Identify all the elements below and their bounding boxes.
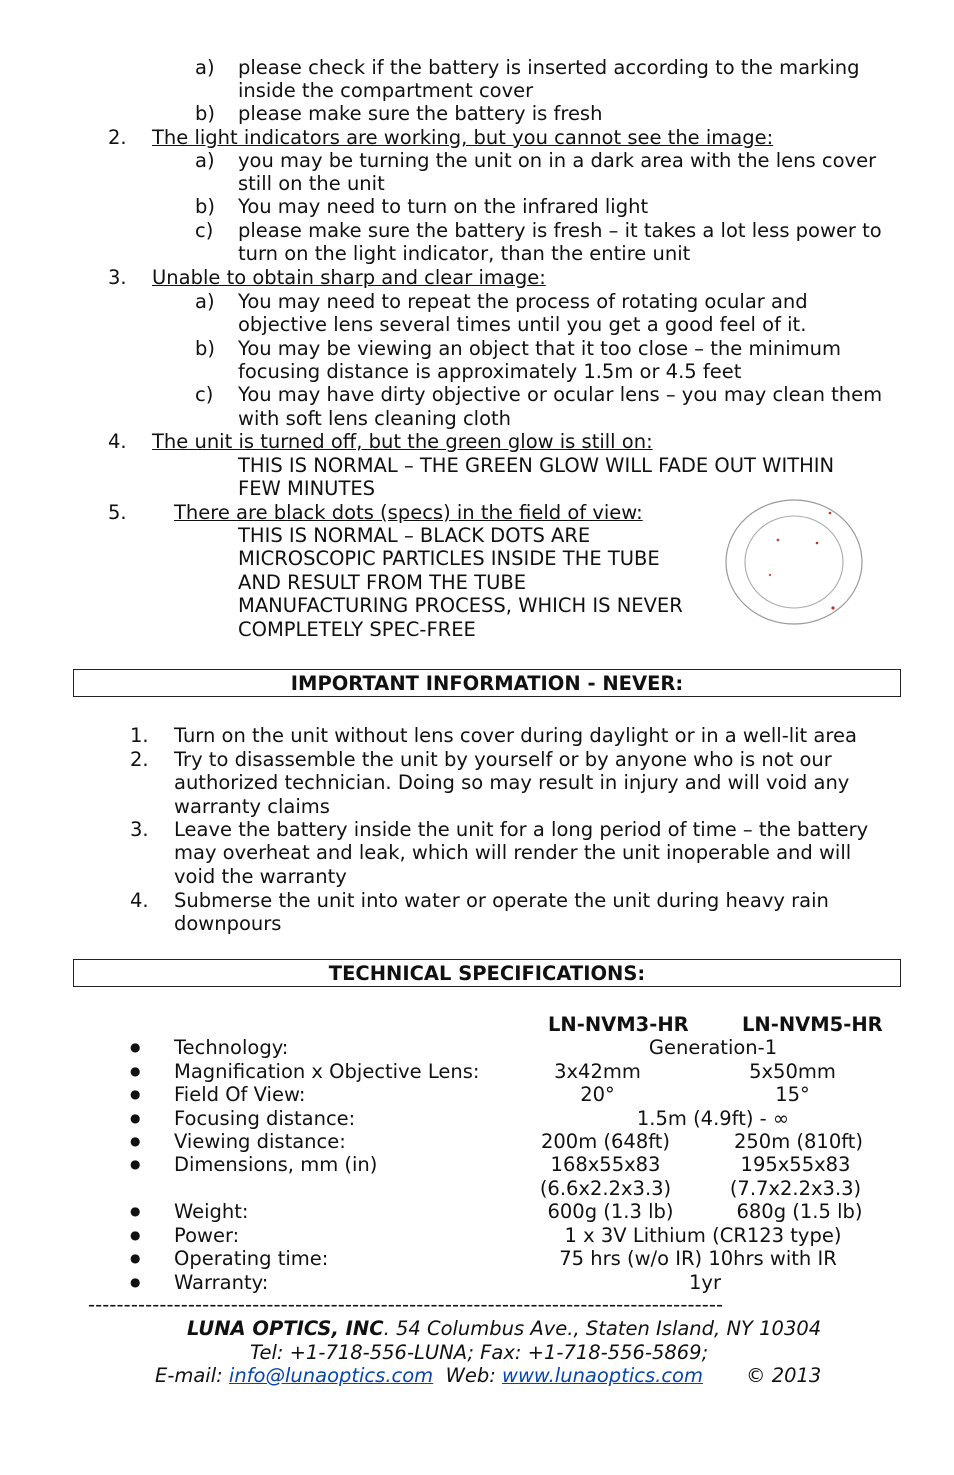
spec-warranty-label: Warranty:	[174, 1271, 269, 1294]
item3-a-marker: a)	[195, 290, 215, 313]
spec-dimensions-label: Dimensions, mm (in)	[174, 1153, 378, 1176]
item3-number: 3.	[108, 266, 127, 289]
item1-b-line1: please make sure the battery is fresh	[238, 102, 603, 125]
spec-technology-label: Technology:	[174, 1036, 289, 1059]
spec-dimensions-model1: 168x55x83	[550, 1153, 661, 1176]
important-2-number: 2.	[130, 748, 149, 771]
model1-header: LN-NVM3-HR	[548, 1013, 689, 1036]
spec-bullet: ●	[130, 1040, 141, 1054]
item5-line1: THIS IS NORMAL – BLACK DOTS ARE	[238, 524, 591, 547]
item1-a-marker: a)	[195, 56, 215, 79]
item5-line2: MICROSCOPIC PARTICLES INSIDE THE TUBE	[238, 547, 660, 570]
spec-warranty-value: 1yr	[689, 1271, 721, 1294]
important-4-line1: Submerse the unit into water or operate the unit during heavy rain	[174, 889, 829, 912]
item2-a-line1: you may be turning the unit on in a dark area with the lens cover	[238, 149, 877, 172]
spec-dimensions-model1-inches: (6.6x2.2x3.3)	[539, 1177, 672, 1200]
spec-viewing-label: Viewing distance:	[174, 1130, 346, 1153]
footer-divider: -----------------------------------------------------------------------------------------	[88, 1293, 724, 1316]
spec-bullet: ●	[130, 1251, 141, 1265]
spec-bullet: ●	[130, 1157, 141, 1171]
item1-a-line1: please check if the battery is inserted according to the marking	[238, 56, 860, 79]
tech-specs-heading: TECHNICAL SPECIFICATIONS:	[328, 962, 646, 985]
spec-viewing-model2: 250m (810ft)	[733, 1130, 864, 1153]
spec-fov-model1: 20°	[580, 1083, 615, 1106]
web-label: Web:	[433, 1364, 502, 1387]
important-4-number: 4.	[130, 889, 149, 912]
item4-title: The unit is turned off, but the green glow is still on:	[152, 430, 653, 453]
item1-b-marker: b)	[195, 102, 215, 125]
spec-weight-model1: 600g (1.3 lb)	[547, 1200, 674, 1223]
important-1-number: 1.	[130, 724, 149, 747]
spec-bullet: ●	[130, 1275, 141, 1289]
item4-line2: FEW MINUTES	[238, 477, 376, 500]
spec-operating-value: 75 hrs (w/o IR) 10hrs with IR	[559, 1247, 837, 1270]
important-2-line3: warranty claims	[174, 795, 330, 818]
item2-a-marker: a)	[195, 149, 215, 172]
important-2-line2: authorized technician. Doing so may result in injury and will void any	[174, 771, 850, 794]
item5-line5: COMPLETELY SPEC-FREE	[238, 618, 476, 641]
copyright: © 2013	[746, 1364, 822, 1387]
item3-b-line2: focusing distance is approximately 1.5m or 4.5 feet	[238, 360, 742, 383]
important-1-line1: Turn on the unit without lens cover during daylight or in a well-lit area	[174, 724, 857, 747]
spec-dimensions-model2-inches: (7.7x2.2x3.3)	[729, 1177, 862, 1200]
item3-a-line2: objective lens several times until you get a good feel of it.	[238, 313, 807, 336]
spec-bullet: ●	[130, 1064, 141, 1078]
email-link[interactable]: info@lunaoptics.com	[228, 1364, 434, 1387]
item1-a-line2: inside the compartment cover	[238, 79, 534, 102]
spec-fov-label: Field Of View:	[174, 1083, 306, 1106]
item2-title: The light indicators are working, but you cannot see the image:	[152, 126, 774, 149]
item3-b-line1: You may be viewing an object that it too close – the minimum	[238, 337, 841, 360]
spec-operating-label: Operating time:	[174, 1247, 329, 1270]
spec-focusing-label: Focusing distance:	[174, 1107, 356, 1130]
tech-specs-heading-box	[73, 959, 901, 987]
item5-line3: AND RESULT FROM THE TUBE	[238, 571, 527, 594]
company-name: LUNA OPTICS, INC	[187, 1317, 384, 1340]
spec-power-label: Power:	[174, 1224, 240, 1247]
spec-bullet: ●	[130, 1228, 141, 1242]
email-label: E-mail:	[155, 1364, 229, 1387]
item3-b-marker: b)	[195, 337, 215, 360]
important-3-line3: void the warranty	[174, 865, 347, 888]
spec-fov-model2: 15°	[775, 1083, 810, 1106]
important-4-line2: downpours	[174, 912, 282, 935]
item4-number: 4.	[108, 430, 127, 453]
spec-viewing-model1: 200m (648ft)	[540, 1130, 671, 1153]
footer-address-line	[187, 1317, 821, 1340]
item2-number: 2.	[108, 126, 127, 149]
important-3-number: 3.	[130, 818, 149, 841]
item3-c-line2: with soft lens cleaning cloth	[238, 407, 512, 430]
spec-weight-model2: 680g (1.5 lb)	[736, 1200, 863, 1223]
footer-phone: Tel: +1-718-556-LUNA; Fax: +1-718-556-5869;	[250, 1341, 709, 1364]
important-3-line1: Leave the battery inside the unit for a long period of time – the battery	[174, 818, 869, 841]
spec-magnification-model1: 3x42mm	[554, 1060, 641, 1083]
item2-b-marker: b)	[195, 195, 215, 218]
item5-title: There are black dots (specs) in the field of view:	[174, 501, 643, 524]
item2-c-marker: c)	[195, 219, 214, 242]
spec-bullet: ●	[130, 1087, 141, 1101]
important-3-line2: may overheat and leak, which will render the unit inoperable and will	[174, 841, 852, 864]
item5-number: 5.	[108, 501, 127, 524]
spec-dimensions-model2: 195x55x83	[740, 1153, 851, 1176]
item4-line1: THIS IS NORMAL – THE GREEN GLOW WILL FADE OUT WITHIN	[238, 454, 835, 477]
web-link[interactable]: www.lunaoptics.com	[502, 1364, 703, 1387]
spec-power-value: 1 x 3V Lithium (CR123 type)	[564, 1224, 842, 1247]
item2-b-line1: You may need to turn on the infrared light	[238, 195, 649, 218]
company-address: . 54 Columbus Ave., Staten Island, NY 10304	[383, 1317, 822, 1340]
field-of-view-dots-illustration	[722, 495, 868, 631]
important-2-line1: Try to disassemble the unit by yourself or by anyone who is not our	[174, 748, 832, 771]
spec-bullet: ●	[130, 1204, 141, 1218]
important-info-heading: IMPORTANT INFORMATION - NEVER:	[290, 672, 684, 695]
spec-focusing-value: 1.5m (4.9ft) - ∞	[636, 1107, 790, 1130]
spec-technology-value: Generation-1	[648, 1036, 778, 1059]
item3-a-line1: You may need to repeat the process of rotating ocular and	[238, 290, 808, 313]
footer-contact-line	[155, 1364, 703, 1387]
item2-c-line1: please make sure the battery is fresh – it takes a lot less power to	[238, 219, 882, 242]
item2-a-line2: still on the unit	[238, 172, 385, 195]
item2-c-line2: turn on the light indicator, than the entire unit	[238, 242, 691, 265]
spec-magnification-label: Magnification x Objective Lens:	[174, 1060, 480, 1083]
item5-line4: MANUFACTURING PROCESS, WHICH IS NEVER	[238, 594, 683, 617]
spec-magnification-model2: 5x50mm	[749, 1060, 836, 1083]
item3-c-line1: You may have dirty objective or ocular lens – you may clean them	[238, 383, 883, 406]
item3-title: Unable to obtain sharp and clear image:	[152, 266, 546, 289]
model2-header: LN-NVM5-HR	[742, 1013, 883, 1036]
important-info-heading-box	[73, 669, 901, 697]
spec-weight-label: Weight:	[174, 1200, 249, 1223]
spec-bullet: ●	[130, 1111, 141, 1125]
spec-bullet: ●	[130, 1134, 141, 1148]
item3-c-marker: c)	[195, 383, 214, 406]
